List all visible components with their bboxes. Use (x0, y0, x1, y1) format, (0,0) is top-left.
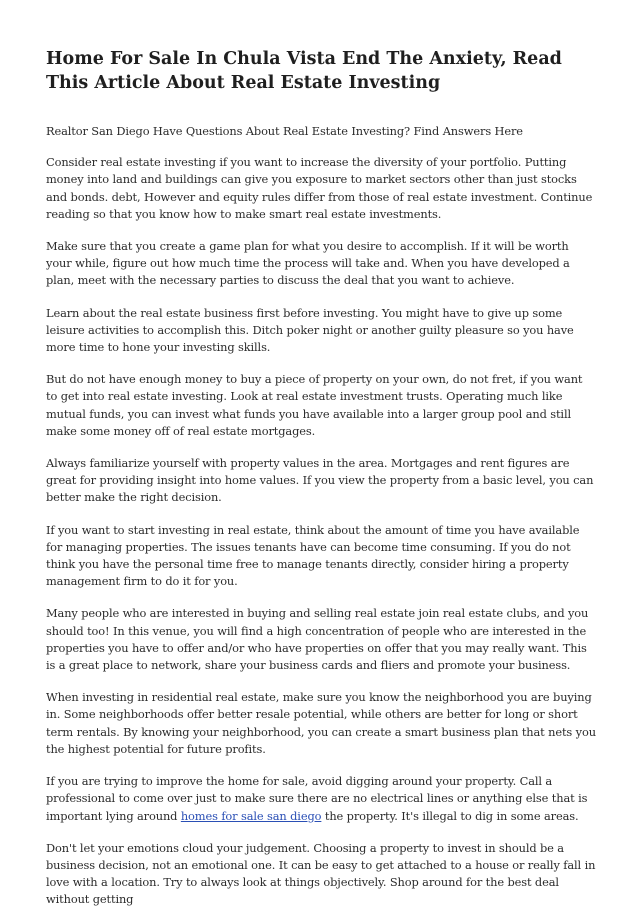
document-title: Home For Sale In Chula Vista End The Anxiety, Read This Article About Real Estate Investing (46, 49, 562, 93)
paragraph-digging-property (46, 773, 596, 825)
paragraph-neighborhood: When investing in residential real estate, make sure you know the neighborhood you are buying in. Some neighborhoods offer better resale potential, while others are better for long or short term rentals. By knowing your neighborhood, you can create a smart business plan that nets you the highest potential for future profits. (46, 690, 596, 756)
paragraph-real-estate-clubs: Many people who are interested in buying and selling real estate join real estate clubs, and you should too! In this venue, you will find a high concentration of people who are interested in the properties you have to offer and/or who have properties on offer that you may really want. This is a great place to network, share your business cards and fliers and promote your business. (46, 606, 589, 673)
paragraph-property-values: Always familiarize yourself with property values in the area. Mortgages and rent figures are great for providing insight into home values. If you view the property from a basic level, you can better make the right decision. (46, 456, 594, 505)
paragraph-learn-business: Learn about the real estate business first before investing. You might have to give up some leisure activities to accomplish this. Ditch poker night or another guilty pleasure so you have more time to hone your investing skills. (46, 305, 574, 355)
document-subtitle: Realtor San Diego Have Questions About Real Estate Investing? Find Answers Here (46, 124, 523, 138)
paragraph-investment-trusts: But do not have enough money to buy a piece of property on your own, do not fret, if you want to get into real estate investing. Look at real estate investment trusts. Operating much like mutual funds, you can invest what funds you have available into a larger group pool and still make some money off of real estate mortgages. (46, 372, 583, 438)
homes-for-sale-link[interactable]: homes for sale san diego (180, 808, 322, 823)
paragraph-game-plan: Make sure that you create a game plan for what you desire to accomplish. If it will be worth your while, figure out how much time the process will take and. When you have developed a plan, meet with the necessary parties to discuss the deal that you want to achieve. (46, 239, 570, 288)
document-page (46, 47, 596, 924)
paragraph-diversify-portfolio: Consider real estate investing if you want to increase the diversity of your portfolio. Putting money into land and buildings can give you exposure to market sectors other than just stocks and bonds. debt, However and equity rules differ from those of real estate investment. Continue reading so that you know how to make smart real estate investments. (46, 155, 593, 221)
link-paragraph-after: the property. It's illegal to dig in some areas. (321, 808, 579, 823)
link-paragraph-before: If you are trying to improve the home for sale, avoid digging around your property. Call a professional to come over just to make sure there are no electrical lines or anything else that is important lying around (46, 774, 588, 823)
paragraph-managing-properties: If you want to start investing in real estate, think about the amount of time you have available for managing properties. The issues tenants have can become time consuming. If you do not think you have the personal time free to manage tenants directly, consider hiring a property management firm to do it for you. (46, 522, 580, 589)
paragraph-emotions: Don't let your emotions cloud your judgement. Choosing a property to invest in should be a business decision, not an emotional one. It can be easy to get attached to a house or really fall in love with a location. Try to always look at things objectively. Shop around for the best deal without getting (46, 840, 596, 907)
